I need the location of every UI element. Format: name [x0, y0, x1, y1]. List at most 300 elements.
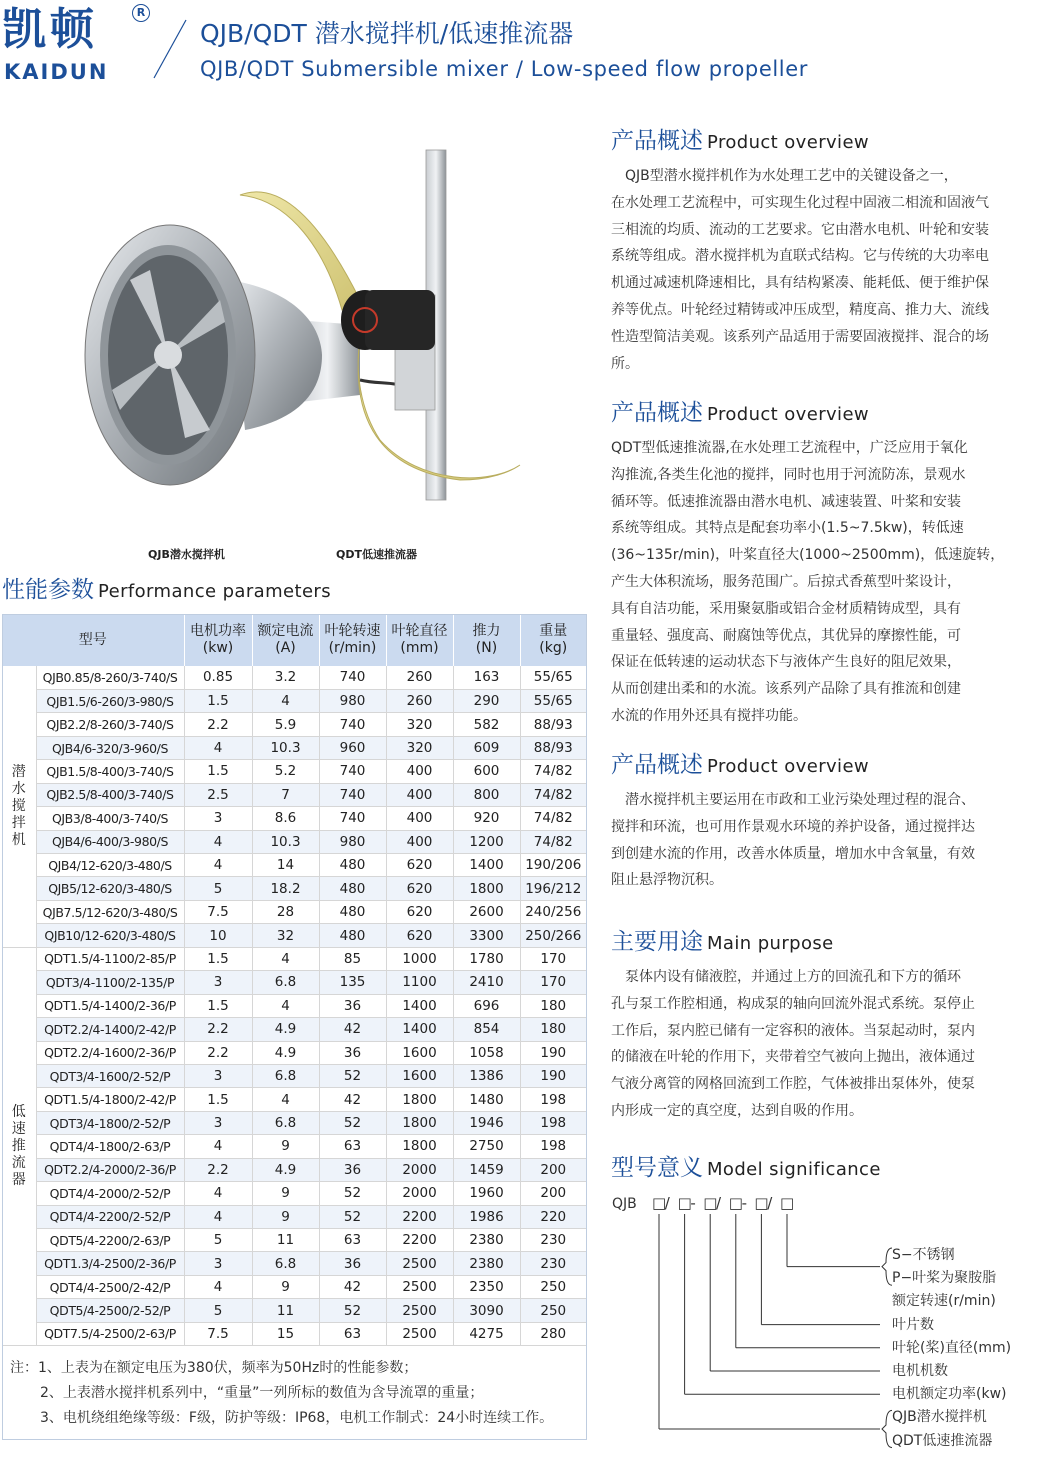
table-cell: 1058: [453, 1041, 520, 1064]
performance-table: [2, 614, 586, 1346]
table-cell: 74/82: [520, 783, 586, 806]
table-cell: 609: [453, 736, 520, 759]
table-cell: 200: [520, 1158, 586, 1181]
table-cell: 320: [386, 736, 453, 759]
table-cell: 740: [319, 666, 386, 689]
table-cell: 190: [520, 1064, 586, 1087]
table-row: [2, 783, 586, 806]
table-notes: [10, 1356, 585, 1431]
table-cell: 620: [386, 877, 453, 900]
table-cell: 8.6: [252, 807, 319, 830]
paragraph-line: 泵体内设有储液腔，并通过上方的回流孔和下方的循环: [611, 969, 961, 985]
table-cell: 74/82: [520, 760, 586, 783]
paragraph-line: (36~135r/min)，叶桨直径大(1000~2500mm)，低速旋转，: [611, 547, 1005, 564]
table-cell-model: QDT3/4-1600/2-52/P: [36, 1064, 184, 1087]
table-cell: 1.5: [184, 947, 252, 970]
table-group-label: [2, 666, 36, 947]
table-cell: 52: [319, 1182, 386, 1205]
table-cell: 1200: [453, 830, 520, 853]
table-cell: 250: [520, 1299, 586, 1322]
table-cell-model: QDT4/4-2200/2-52/P: [36, 1205, 184, 1228]
table-cell: 2.5: [184, 783, 252, 806]
paragraph-line: 的储液在叶轮的作用下，夹带着空气被向上抛出，液体通过: [611, 1049, 975, 1066]
col-header-current: 额定电流 (A): [252, 614, 319, 666]
table-row: [2, 1229, 586, 1252]
table-row: [2, 666, 586, 689]
purpose-heading-en: Main purpose: [707, 933, 834, 954]
table-cell: 9: [252, 1275, 319, 1298]
table-cell: 52: [319, 1111, 386, 1134]
table-cell: 0.85: [184, 666, 252, 689]
table-cell: 88/93: [520, 736, 586, 759]
table-row: [2, 1182, 586, 1205]
overview1-heading-cn: 产品概述: [611, 128, 703, 154]
table-row: [2, 971, 586, 994]
table-cell: 2350: [453, 1275, 520, 1298]
legend-item-text: 电机额定功率(kw): [892, 1386, 1007, 1403]
table-cell: 240/256: [520, 900, 586, 923]
table-cell: 4.9: [252, 1018, 319, 1041]
table-cell: 480: [319, 900, 386, 923]
model-pattern-glyph: □: [677, 1194, 692, 1212]
table-cell: 2500: [386, 1322, 453, 1345]
table-cell-model: QJB1.5/8-400/3-740/S: [36, 760, 184, 783]
overview2-heading-cn: 产品概述: [611, 400, 703, 426]
table-cell: 63: [319, 1229, 386, 1252]
table-cell: 1.5: [184, 760, 252, 783]
table-cell: 3: [184, 1111, 252, 1134]
table-cell: 4: [184, 736, 252, 759]
table-cell: 3: [184, 807, 252, 830]
table-cell-model: QJB5/12-620/3-480/S: [36, 877, 184, 900]
paragraph-line: 性造型简洁美观。该系列产品适用于需要固液搅拌、混合的场: [611, 328, 989, 345]
table-cell: 620: [386, 854, 453, 877]
table-cell: 1459: [453, 1158, 520, 1181]
table-cell: 1386: [453, 1064, 520, 1087]
table-row: [2, 947, 586, 970]
table-cell: 2.2: [184, 1041, 252, 1064]
table-cell: 1480: [453, 1088, 520, 1111]
table-cell: 620: [386, 900, 453, 923]
paragraph-line: 产生大体积流场，服务范围广。后掠式香蕉型叶桨设计，: [611, 573, 961, 590]
col-header-speed: 叶轮转速 (r/min): [319, 614, 386, 666]
table-cell: 36: [319, 1041, 386, 1064]
table-cell-model: QDT2.2/4-2000/2-36/P: [36, 1158, 184, 1181]
table-row: [2, 1064, 586, 1087]
page-title-cn: QJB/QDT 潜水搅拌机/低速推流器: [200, 19, 574, 48]
table-cell: 320: [386, 713, 453, 736]
table-cell: 400: [386, 783, 453, 806]
table-cell: 7.5: [184, 900, 252, 923]
table-cell: 74/82: [520, 807, 586, 830]
paragraph-line: 水流的作用外还具有搅拌功能。: [611, 707, 807, 724]
table-cell: 11: [252, 1229, 319, 1252]
model-pattern-glyph: -: [741, 1194, 748, 1212]
table-row: [2, 1088, 586, 1111]
table-cell: 18.2: [252, 877, 319, 900]
table-cell: 6.8: [252, 971, 319, 994]
performance-heading-en: Performance parameters: [98, 581, 331, 602]
table-cell: 4: [252, 994, 319, 1017]
overview2-heading-en: Product overview: [707, 404, 870, 425]
table-cell: 63: [319, 1135, 386, 1158]
table-cell: 480: [319, 877, 386, 900]
table-cell: 2500: [386, 1252, 453, 1275]
table-cell: 74/82: [520, 830, 586, 853]
table-cell: 4: [184, 1182, 252, 1205]
table-cell: 620: [386, 924, 453, 947]
table-row: [2, 689, 586, 712]
table-row: [2, 1252, 586, 1275]
table-row: [2, 994, 586, 1017]
legend-brace: [882, 1248, 892, 1285]
table-cell: 2380: [453, 1252, 520, 1275]
table-cell: 3: [184, 1252, 252, 1275]
table-cell: 854: [453, 1018, 520, 1041]
paragraph-line: 具有自洁功能，采用聚氨脂或铝合金材质精铸成型，具有: [611, 600, 961, 617]
table-cell-model: QDT1.5/4-1800/2-42/P: [36, 1088, 184, 1111]
table-cell: 36: [319, 994, 386, 1017]
overview3-text: [611, 787, 1037, 894]
table-cell: 1800: [386, 1111, 453, 1134]
table-cell: 740: [319, 807, 386, 830]
col-header-thrust: 推力 (N): [453, 614, 520, 666]
overview1-text: [611, 163, 1037, 377]
table-cell-model: QDT4/4-2500/2-42/P: [36, 1275, 184, 1298]
header-divider-slash: [150, 18, 190, 80]
table-row: [2, 900, 586, 923]
table-cell: 5: [184, 1229, 252, 1252]
table-row: [2, 807, 586, 830]
table-cell: 190: [520, 1041, 586, 1064]
table-cell: 1780: [453, 947, 520, 970]
table-cell-model: QJB10/12-620/3-480/S: [36, 924, 184, 947]
table-cell: 6.8: [252, 1111, 319, 1134]
table-cell-model: QDT4/4-2000/2-52/P: [36, 1182, 184, 1205]
table-cell: 1600: [386, 1041, 453, 1064]
paragraph-line: QJB型潜水搅拌机作为水处理工艺中的关键设备之一，: [611, 168, 958, 184]
legend-item-text: 额定转速(r/min): [892, 1293, 996, 1310]
table-cell: 1986: [453, 1205, 520, 1228]
table-cell: 2500: [386, 1275, 453, 1298]
table-cell-model: QDT2.2/4-1400/2-42/P: [36, 1018, 184, 1041]
table-cell: 2000: [386, 1158, 453, 1181]
table-cell-model: QJB7.5/12-620/3-480/S: [36, 900, 184, 923]
table-cell: 52: [319, 1064, 386, 1087]
table-header-row: [2, 614, 586, 666]
table-cell: 10.3: [252, 736, 319, 759]
table-cell: 4: [184, 854, 252, 877]
paragraph-line: 重量轻、强度高、耐腐蚀等优点，其优异的摩擦性能，可: [611, 627, 961, 644]
table-cell: 2.2: [184, 1018, 252, 1041]
table-cell: 163: [453, 666, 520, 689]
table-cell: 85: [319, 947, 386, 970]
table-cell: 1.5: [184, 689, 252, 712]
table-cell: 200: [520, 1182, 586, 1205]
table-cell: 2380: [453, 1229, 520, 1252]
paragraph-line: 养等优点。叶轮经过精铸或冲压成型，精度高、推力大、流线: [611, 301, 989, 318]
table-cell-model: QDT5/4-2200/2-63/P: [36, 1229, 184, 1252]
model-sig-heading: [611, 1153, 881, 1185]
note-line: 2、上表潜水搅拌机系列中，“重量”一列所标的数值为含导流罩的重量；: [40, 1385, 484, 1401]
table-cell: 980: [319, 830, 386, 853]
table-cell-model: QJB4/6-400/3-980/S: [36, 830, 184, 853]
table-cell: 250/266: [520, 924, 586, 947]
brand-logo: [2, 4, 152, 84]
paragraph-line: 孔与泵工作腔相通，构成泵的轴向回流外混式系统。泵停止: [611, 995, 975, 1012]
performance-table-body: [2, 666, 586, 1346]
table-cell-model: QDT5/4-2500/2-52/P: [36, 1299, 184, 1322]
table-cell: 36: [319, 1252, 386, 1275]
brand-name-en: KAIDUN: [4, 60, 109, 84]
table-cell-model: QJB4/12-620/3-480/S: [36, 854, 184, 877]
paragraph-line: 内形成一定的真空度，达到自吸的作用。: [611, 1102, 863, 1119]
model-pattern-glyph: □: [652, 1194, 667, 1212]
table-cell: 2600: [453, 900, 520, 923]
col-header-power: 电机功率 (kw): [184, 614, 252, 666]
table-cell-model: QJB2.2/8-260/3-740/S: [36, 713, 184, 736]
table-cell: 52: [319, 1205, 386, 1228]
legend-item-text: S−不锈钢: [892, 1247, 955, 1263]
table-cell-model: QJB2.5/8-400/3-740/S: [36, 783, 184, 806]
model-pattern-glyph: □: [703, 1194, 718, 1212]
table-cell: 1.5: [184, 994, 252, 1017]
model-pattern-glyph: /: [664, 1194, 670, 1212]
paragraph-line: 到创建水流的作用，改善水体质量，增加水中含氧量，有效: [611, 845, 975, 862]
table-row: [2, 1322, 586, 1345]
table-cell: 250: [520, 1275, 586, 1298]
table-cell: 600: [453, 760, 520, 783]
table-cell: 2200: [386, 1205, 453, 1228]
table-cell: 400: [386, 760, 453, 783]
table-cell: 2.2: [184, 713, 252, 736]
legend-item-text: QJB潜水搅拌机: [892, 1409, 987, 1426]
table-cell: 9: [252, 1205, 319, 1228]
paragraph-line: 三相流的均质、流动的工艺要求。它由潜水电机、叶轮和安装: [611, 221, 989, 238]
table-cell: 170: [520, 947, 586, 970]
table-cell: 1800: [386, 1135, 453, 1158]
table-row: [2, 877, 586, 900]
table-cell: 4: [252, 689, 319, 712]
table-cell: 400: [386, 830, 453, 853]
table-cell: 1800: [453, 877, 520, 900]
qjb-photo-caption: QJB潜水搅拌机: [148, 548, 225, 561]
paragraph-line: 保证在低转速的运动状态下与液体产生良好的阻尼效果，: [611, 654, 961, 671]
legend-brace: [882, 1410, 892, 1447]
table-cell: 55/65: [520, 689, 586, 712]
overview2-heading: [611, 398, 869, 430]
table-cell: 196/212: [520, 877, 586, 900]
table-cell: 36: [319, 1158, 386, 1181]
group-label-text: 低速推流器: [11, 1103, 26, 1188]
paragraph-line: 在水处理工艺流程中，可实现生化过程中固液二相流和固液气: [611, 194, 989, 211]
table-cell: 190/206: [520, 854, 586, 877]
table-cell: 960: [319, 736, 386, 759]
qjb-mixer-image: [85, 225, 410, 485]
table-cell: 170: [520, 971, 586, 994]
registered-mark: R: [132, 4, 150, 22]
purpose-text: [611, 964, 1037, 1125]
table-row: [2, 1111, 586, 1134]
table-cell: 1400: [386, 1018, 453, 1041]
paragraph-line: 工作后，泵内腔已储有一定容积的液体。当泵起动时，泵内: [611, 1022, 975, 1039]
group-label-text: 潜水搅拌机: [11, 763, 26, 848]
performance-heading: [2, 575, 331, 607]
table-cell: 198: [520, 1088, 586, 1111]
table-row: [2, 736, 586, 759]
table-cell: 180: [520, 994, 586, 1017]
table-cell-model: QDT1.5/4-1100/2-85/P: [36, 947, 184, 970]
table-cell: 9: [252, 1182, 319, 1205]
paragraph-line: 潜水搅拌机主要运用在市政和工业污染处理过程的混合、: [611, 792, 975, 808]
table-cell: 6.8: [252, 1064, 319, 1087]
table-cell: 980: [319, 689, 386, 712]
legend-item-text: 叶片数: [892, 1316, 934, 1333]
table-cell: 2750: [453, 1135, 520, 1158]
table-cell: 5: [184, 877, 252, 900]
table-cell: 1960: [453, 1182, 520, 1205]
table-cell: 42: [319, 1088, 386, 1111]
table-cell: 42: [319, 1275, 386, 1298]
table-cell: 5.9: [252, 713, 319, 736]
table-cell-model: QDT2.2/4-1600/2-36/P: [36, 1041, 184, 1064]
model-pattern-glyph: -: [690, 1194, 696, 1212]
table-cell: 230: [520, 1252, 586, 1275]
table-cell: 740: [319, 783, 386, 806]
table-cell: 2200: [386, 1229, 453, 1252]
overview3-heading-en: Product overview: [707, 756, 870, 777]
table-cell: 4.9: [252, 1158, 319, 1181]
qdt-photo-caption: QDT低速推流器: [336, 548, 417, 561]
table-cell-model: QJB3/8-400/3-740/S: [36, 807, 184, 830]
legend-item-text: 电机机数: [892, 1363, 948, 1379]
table-cell: 3: [184, 1064, 252, 1087]
model-sig-heading-en: Model significance: [707, 1159, 881, 1180]
legend-item-text: P−叶桨为聚胺脂: [892, 1270, 997, 1287]
table-cell: 5.2: [252, 760, 319, 783]
table-row: [2, 1299, 586, 1322]
table-cell-model: QDT1.3/4-2500/2-36/P: [36, 1252, 184, 1275]
table-row: [2, 760, 586, 783]
model-sig-heading-cn: 型号意义: [611, 1155, 703, 1181]
table-cell: 2.2: [184, 1158, 252, 1181]
performance-heading-cn: 性能参数: [2, 577, 94, 603]
table-cell-model: QJB0.85/8-260/3-740/S: [36, 666, 184, 689]
paragraph-line: 沟推流,各类生化池的搅拌，同时也用于河流防冻，景观水: [611, 466, 966, 483]
table-cell-model: QJB4/6-320/3-960/S: [36, 736, 184, 759]
model-pattern-glyph: /: [767, 1194, 773, 1212]
table-cell: 740: [319, 713, 386, 736]
table-cell-model: QDT3/4-1100/2-135/P: [36, 971, 184, 994]
overview2-text: [611, 435, 1037, 730]
table-cell: 3300: [453, 924, 520, 947]
table-cell: 4.9: [252, 1041, 319, 1064]
note-line: 注：1、上表为在额定电压为380伏，频率为50Hz时的性能参数；: [10, 1360, 418, 1376]
table-cell: 220: [520, 1205, 586, 1228]
table-cell: 15: [252, 1322, 319, 1345]
table-cell: 63: [319, 1322, 386, 1345]
table-cell: 2500: [386, 1299, 453, 1322]
table-cell: 1946: [453, 1111, 520, 1134]
table-cell: 4: [252, 1088, 319, 1111]
table-row: [2, 1135, 586, 1158]
table-cell: 480: [319, 924, 386, 947]
overview1-heading: [611, 126, 869, 158]
table-row: [2, 924, 586, 947]
table-cell: 4: [252, 947, 319, 970]
table-cell: 32: [252, 924, 319, 947]
paragraph-line: 搅拌和环流，也可用作景观水环境的养护设备，通过搅拌达: [611, 818, 975, 835]
table-cell: 1800: [386, 1088, 453, 1111]
table-cell: 280: [520, 1322, 586, 1345]
table-cell: 14: [252, 854, 319, 877]
table-cell: 290: [453, 689, 520, 712]
overview1-heading-en: Product overview: [707, 132, 870, 153]
table-cell: 5: [184, 1299, 252, 1322]
table-cell: 3.2: [252, 666, 319, 689]
table-cell: 28: [252, 900, 319, 923]
table-row: [2, 1205, 586, 1228]
table-row: [2, 1018, 586, 1041]
table-cell: 135: [319, 971, 386, 994]
paragraph-line: 所。: [611, 355, 639, 372]
table-cell: 7: [252, 783, 319, 806]
table-cell: 1400: [453, 854, 520, 877]
table-cell: 7.5: [184, 1322, 252, 1345]
table-cell: 6.8: [252, 1252, 319, 1275]
table-row: [2, 1041, 586, 1064]
table-cell-model: QJB1.5/6-260/3-980/S: [36, 689, 184, 712]
table-cell: 198: [520, 1135, 586, 1158]
table-cell: 42: [319, 1018, 386, 1041]
table-cell: 2410: [453, 971, 520, 994]
page-title-en: QJB/QDT Submersible mixer / Low-speed flow propeller: [200, 57, 808, 81]
table-cell: 4: [184, 830, 252, 853]
model-pattern-glyph: □: [780, 1194, 795, 1212]
brand-name-cn: 凯顿: [2, 4, 98, 55]
table-cell: 10: [184, 924, 252, 947]
table-cell: 1100: [386, 971, 453, 994]
col-header-weight: 重量 (kg): [520, 614, 586, 666]
table-cell-model: QDT4/4-1800/2-63/P: [36, 1135, 184, 1158]
table-row: [2, 713, 586, 736]
purpose-heading-cn: 主要用途: [611, 929, 703, 955]
table-cell: 1.5: [184, 1088, 252, 1111]
model-prefix: QJB: [612, 1196, 637, 1212]
product-photos: [60, 140, 530, 540]
legend-item-text: QDT低速推流器: [892, 1432, 993, 1449]
legend-item-text: 叶轮(桨)直径(mm): [892, 1339, 1012, 1356]
table-cell: 920: [453, 807, 520, 830]
table-cell: 3090: [453, 1299, 520, 1322]
table-cell: 55/65: [520, 666, 586, 689]
paragraph-line: 循环等。低速推流器由潜水电机、减速装置、叶桨和安装: [611, 493, 961, 510]
table-cell: 800: [453, 783, 520, 806]
paragraph-line: 气液分离管的网格回流到工作腔，气体被排出泵体外，使泵: [611, 1076, 975, 1093]
table-cell: 480: [319, 854, 386, 877]
table-cell: 4: [184, 1135, 252, 1158]
model-pattern-glyph: □: [754, 1194, 769, 1212]
table-cell: 11: [252, 1299, 319, 1322]
table-cell-model: QDT7.5/4-2500/2-63/P: [36, 1322, 184, 1345]
table-row: [2, 830, 586, 853]
table-cell: 9: [252, 1135, 319, 1158]
table-cell: 740: [319, 760, 386, 783]
paragraph-line: 系统等组成。潜水搅拌机为直联式结构。它与传统的大功率电: [611, 248, 989, 265]
paragraph-line: 系统等组成。其特点是配套功率小(1.5~7.5kw)，转低速: [611, 520, 964, 537]
table-cell: 230: [520, 1229, 586, 1252]
paragraph-line: 机通过减速机降速相比，具有结构紧凑、能耗低、便于维护保: [611, 275, 989, 292]
